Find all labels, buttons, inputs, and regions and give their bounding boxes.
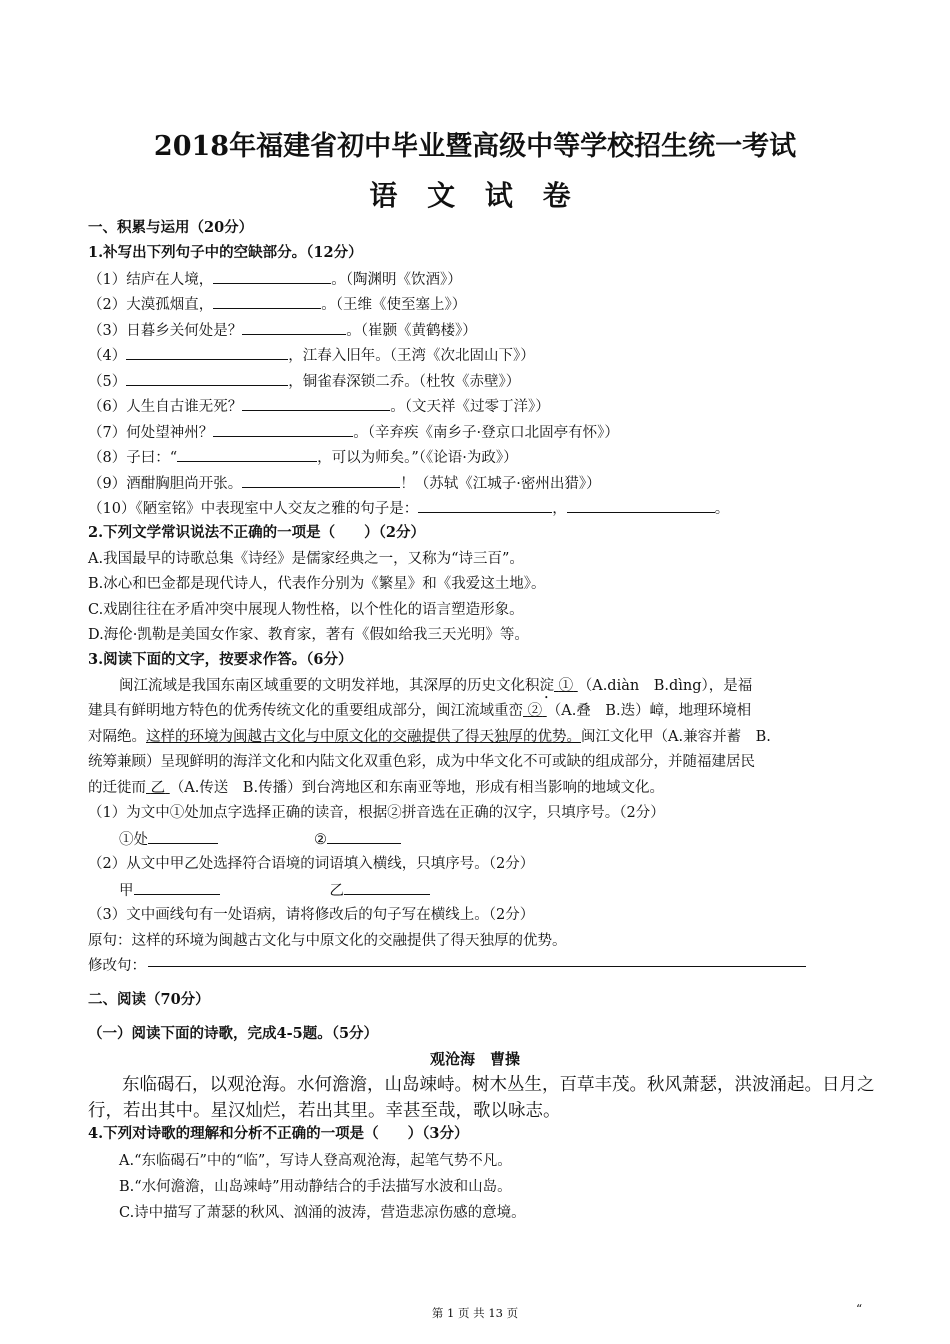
answer-blank[interactable] bbox=[213, 269, 331, 284]
answer-blank[interactable] bbox=[134, 880, 220, 895]
answer-blank[interactable] bbox=[567, 498, 715, 513]
q4-stem: 4.下列对诗歌的理解和分析不正确的一项是（ ）（3分） bbox=[88, 1125, 469, 1142]
answer-blank[interactable] bbox=[242, 473, 400, 488]
q1-stem: 1.补写出下列句子中的空缺部分。（12分） bbox=[88, 244, 363, 261]
answer-blank[interactable] bbox=[126, 345, 288, 360]
q3-sub-2: （2）从文中甲乙处选择符合语境的词语填入横线，只填序号。（2分） bbox=[88, 856, 535, 872]
blank-mark-yi: 乙 bbox=[150, 780, 166, 796]
q4-option-c: C.诗中描写了萧瑟的秋风、汹涌的波涛，营造悲凉伤感的意境。 bbox=[119, 1205, 526, 1221]
answer-blank[interactable] bbox=[242, 396, 390, 411]
corner-mark: “ bbox=[856, 1302, 863, 1316]
q2-option-a: A.我国最早的诗歌总集《诗经》是儒家经典之一，又称为“诗三百”。 bbox=[88, 551, 524, 567]
answer-blank[interactable] bbox=[126, 371, 288, 386]
q3-sub-1-answers: ①处 ② bbox=[119, 829, 401, 850]
answer-blank[interactable] bbox=[148, 829, 218, 844]
answer-blank[interactable] bbox=[242, 320, 346, 335]
answer-blank[interactable] bbox=[213, 294, 321, 309]
answer-blank[interactable] bbox=[344, 880, 430, 895]
q3-stem: 3.阅读下面的文字，按要求作答。（6分） bbox=[88, 651, 353, 668]
section-1-heading: 一、积累与运用（20分） bbox=[88, 219, 254, 236]
q1-item-1: （1）结庐在人境， 。（陶渊明《饮酒》） bbox=[88, 269, 462, 290]
answer-blank[interactable] bbox=[177, 447, 317, 462]
exam-title: 2018年福建省初中毕业暨高级中等学校招生统一考试 bbox=[153, 131, 797, 162]
blank-mark-1: ① bbox=[558, 678, 574, 694]
q2-option-b: B.冰心和巴金都是现代诗人，代表作分别为《繁星》和《我爱这土地》。 bbox=[88, 576, 546, 592]
q1-item-4: （4） ，江春入旧年。（王湾《次北固山下》） bbox=[88, 345, 535, 366]
q3-passage-line-1: 闽江流域是我国东南区域重要的文明发祥地，其深厚的历史文化积淀 ① （A.diàn B.dìng），是福 bbox=[119, 678, 753, 694]
answer-blank[interactable] bbox=[213, 422, 353, 437]
q3-revised-label: 修改句： bbox=[88, 958, 146, 974]
q3-passage-line-2: 建具有鲜明地方特色的优秀传统文化的重要组成部分，闽江流域重峦 ② （A.叠 B.迭）嶂，地理环境相 bbox=[88, 703, 752, 719]
q1-item-10: （10）《陋室铭》中表现室中人交友之雅的句子是： ， 。 bbox=[88, 498, 729, 519]
q3-original-sentence: 原句：这样的环境为闽越古文化与中原文化的交融提供了得天独厚的优势。 bbox=[88, 933, 567, 949]
section-2-heading: 二、阅读（70分） bbox=[88, 991, 210, 1008]
q2-stem: 2.下列文学常识说法不正确的一项是（ ）（2分） bbox=[88, 524, 425, 541]
revised-answer-line[interactable] bbox=[148, 966, 806, 967]
part-1-heading: （一）阅读下面的诗歌，完成4-5题。（5分） bbox=[88, 1025, 379, 1042]
q1-item-6: （6）人生自古谁无死？ 。（文天祥《过零丁洋》） bbox=[88, 396, 550, 417]
q3-passage-line-4: 统筹兼顾）呈现鲜明的海洋文化和内陆文化双重色彩，成为中华文化不可或缺的组成部分，并随福建居民 bbox=[88, 754, 755, 770]
q4-option-b: B.“水何澹澹，山岛竦峙”用动静结合的手法描写水波和山岛。 bbox=[119, 1179, 512, 1195]
q1-item-9: （9）酒酣胸胆尚开张。 ！（苏轼《江城子·密州出猎》） bbox=[88, 473, 601, 494]
q3-passage-line-5: 的迁徙而 乙 （A.传送 B.传播）到台湾地区和东南亚等地，形成有相当影响的地域文化。 bbox=[88, 780, 665, 796]
q3-passage-line-3: 对隔绝。这样的环境为闽越古文化与中原文化的交融提供了得天独厚的优势。闽江文化甲（A.兼容并蓄 B. bbox=[88, 729, 771, 745]
blank-mark-jia: 甲 bbox=[639, 729, 654, 745]
q3-sub-3: （3）文中画线句有一处语病，请将修改后的句子写在横线上。（2分） bbox=[88, 907, 535, 923]
q1-item-2: （2）大漠孤烟直， 。（王维《使至塞上》） bbox=[88, 294, 466, 315]
underlined-sentence: 这样的环境为闽越古文化与中原文化的交融提供了得天独厚的优势。 bbox=[146, 729, 581, 745]
q1-item-3: （3）日暮乡关何处是？ 。（崔颢《黄鹤楼》） bbox=[88, 320, 477, 341]
page-number: 第 1 页 共 13 页 bbox=[431, 1306, 519, 1320]
q1-item-8: （8）子曰：“ ，可以为师矣。”（《论语·为政》） bbox=[88, 447, 518, 468]
q4-option-a: A.“东临碣石”中的“临”，写诗人登高观沧海，起笔气势不凡。 bbox=[119, 1153, 512, 1169]
q1-item-5: （5） ，铜雀春深锁二乔。（杜牧《赤壁》） bbox=[88, 371, 520, 392]
answer-blank[interactable] bbox=[418, 498, 552, 513]
poem-title: 观沧海 曹操 bbox=[429, 1050, 520, 1068]
blank-mark-2: ② bbox=[527, 703, 543, 719]
poem-text: 东临碣石，以观沧海。水何澹澹，山岛竦峙。树木丛生，百草丰茂。秋风萧瑟，洪波涌起。日月之行，若出其中。星汉灿烂，若出其里。幸甚至哉，歌以咏志。 bbox=[88, 1075, 875, 1121]
q2-option-c: C.戏剧往往在矛盾冲突中展现人物性格，以个性化的语言塑造形象。 bbox=[88, 602, 524, 618]
q1-item-7: （7）何处望神州？ 。（辛弃疾《南乡子·登京口北固亭有怀》） bbox=[88, 422, 619, 443]
q3-sub-1: （1）为文中①处加点字选择正确的读音，根据②拼音选在正确的汉字，只填序号。（2分） bbox=[88, 805, 665, 821]
exam-subtitle: 语 文 试 卷 bbox=[369, 179, 581, 212]
q2-option-d: D.海伦·凯勒是美国女作家、教育家，著有《假如给我三天光明》等。 bbox=[88, 627, 529, 643]
answer-blank[interactable] bbox=[327, 829, 401, 844]
q3-sub-2-answers: 甲 乙 bbox=[119, 880, 430, 901]
